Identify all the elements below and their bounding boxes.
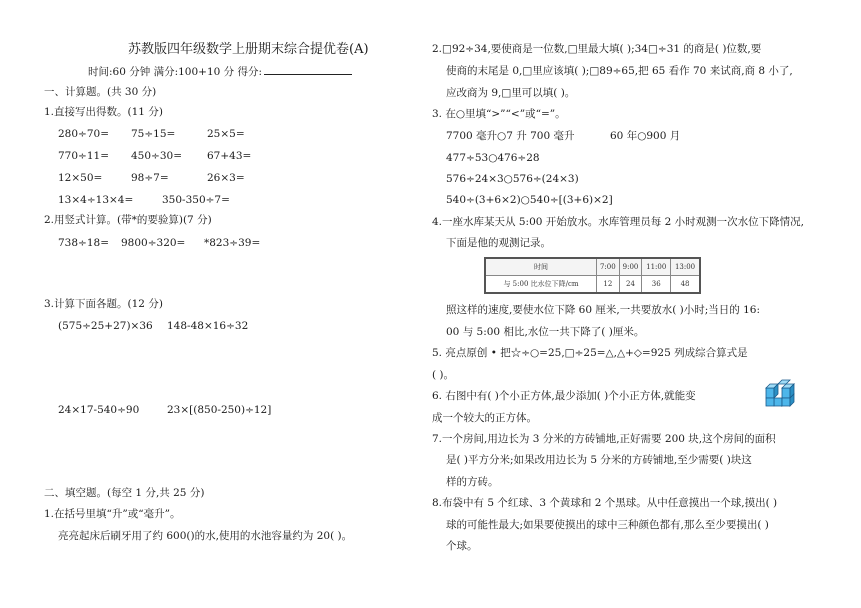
table-cell: 12 [597,276,620,294]
table-header-cell: 13:00 [671,258,700,276]
table-row [485,276,700,294]
observation-table [484,257,701,294]
q3-item: 24×17-540÷90 [58,404,140,416]
q1-item: 98÷7= [131,172,169,184]
table-cell: 36 [642,276,671,294]
q1-item: 25×5= [207,128,245,140]
fill-4-line: 下面是他的观测记录。 [446,237,551,249]
fill-5-line: ( )。 [432,369,455,381]
cubes-figure-icon [763,376,799,408]
fill-1-text: 亮亮起床后刷牙用了约 600()的水,使用的水池容量约为 20( )。 [58,530,353,542]
table-row [485,258,700,276]
fill-4-line: 00 与 5:00 相比,水位一共下降了( )厘米。 [446,326,645,338]
score-blank[interactable] [264,64,352,75]
q2-item: 9800÷320= [121,237,186,249]
q3-item: 148-48×16÷32 [167,320,249,332]
table-row-label: 与 5:00 比水位下降/cm [485,276,597,294]
fill-8-line: 8.布袋中有 5 个红球、3 个黄球和 2 个黑球。从中任意摸出一个球,摸出( ) [432,497,778,509]
q3-item: 23×[(850-250)÷12] [167,404,272,416]
table-header-cell: 9:00 [619,258,642,276]
fill-6-line: 6. 右图中有( )个小正方体,最少添加( )个小正方体,就能变 [432,390,696,402]
fill-7-line: 7.一个房间,用边长为 3 分米的方砖铺地,正好需要 200 块,这个房间的面积 [432,433,776,445]
q1-item: 67+43= [207,150,252,162]
compare-item: 540÷(3+6×2)○540÷[(3+6)×2] [446,194,613,206]
compare-item: 7700 毫升○7 升 700 毫升 [446,130,575,142]
fill-2-line: 应改商为 9,□里可以填( )。 [446,87,576,99]
table-header-cell: 时间 [485,258,597,276]
q1-item: 12×50= [58,172,103,184]
q1-item: 280÷70= [58,128,109,140]
fill-8-line: 球的可能性最大;如果要使摸出的球中三种颜色都有,那么至少要摸出( ) [446,519,769,531]
compare-item: 477÷53○476÷28 [446,152,540,164]
table-cell: 24 [619,276,642,294]
q1-item: 350-350÷7= [162,194,230,206]
q3-item: (575÷25+27)×36 [58,320,153,332]
q1-item: 13×4÷13×4= [58,194,134,206]
fill-3-title: 3. 在○里填“>”“<”或“=”。 [432,108,566,120]
table-header-cell: 11:00 [642,258,671,276]
fill-4-line: 照这样的速度,要使水位下降 60 厘米,一共要放水( )小时;当日的 16: [446,304,761,316]
fill-7-line: 样的方砖。 [446,476,499,488]
compare-item: 60 年○900 月 [610,130,681,142]
exam-meta [88,64,352,79]
fill-7-line: 是( )平方分米;如果改用边长为 5 分米的方砖铺地,至少需要( )块这 [446,454,752,466]
table-header-cell: 7:00 [597,258,620,276]
fill-1-title: 1.在括号里填“升”或“毫升”。 [44,508,181,520]
q1-item: 770÷11= [58,150,109,162]
q2-title: 2.用竖式计算。(带*的要验算)(7 分) [44,214,212,226]
table-cell: 48 [671,276,700,294]
q1-item: 26×3= [207,172,245,184]
section-1-heading: 一、计算题。(共 30 分) [44,86,157,98]
q3-title: 3.计算下面各题。(12 分) [44,298,163,310]
q1-item: 75÷15= [131,128,176,140]
fill-2-line: 2.□92÷34,要使商是一位数,□里最大填( );34□÷31 的商是( )位数,要 [432,43,762,55]
fill-2-line: 使商的末尾是 0,□里应该填( );□89÷65,把 65 看作 70 来试商,商 8 小了, [446,65,793,77]
page-title: 苏教版四年级数学上册期末综合提优卷(A) [128,42,369,57]
section-2-heading: 二、填空题。(每空 1 分,共 25 分) [44,487,205,499]
fill-6-line: 成一个较大的正方体。 [432,412,537,424]
q2-item: 738÷18= [58,237,109,249]
fill-8-line: 个球。 [446,540,478,552]
fill-5-line: 5. 亮点原创 • 把☆÷○=25,□÷25=△,△+◇=925 列成综合算式是 [432,347,748,359]
q1-item: 450÷30= [131,150,182,162]
q1-title: 1.直接写出得数。(11 分) [44,106,163,118]
fill-4-line: 4.一座水库某天从 5:00 开始放水。水库管理员每 2 小时观测一次水位下降情况, [432,216,804,228]
compare-item: 576÷24×3○576÷(24×3) [446,173,579,185]
exam-meta-text: 时间:60 分钟 满分:100+10 分 得分: [88,66,263,78]
q2-item: *823÷39= [204,237,261,249]
